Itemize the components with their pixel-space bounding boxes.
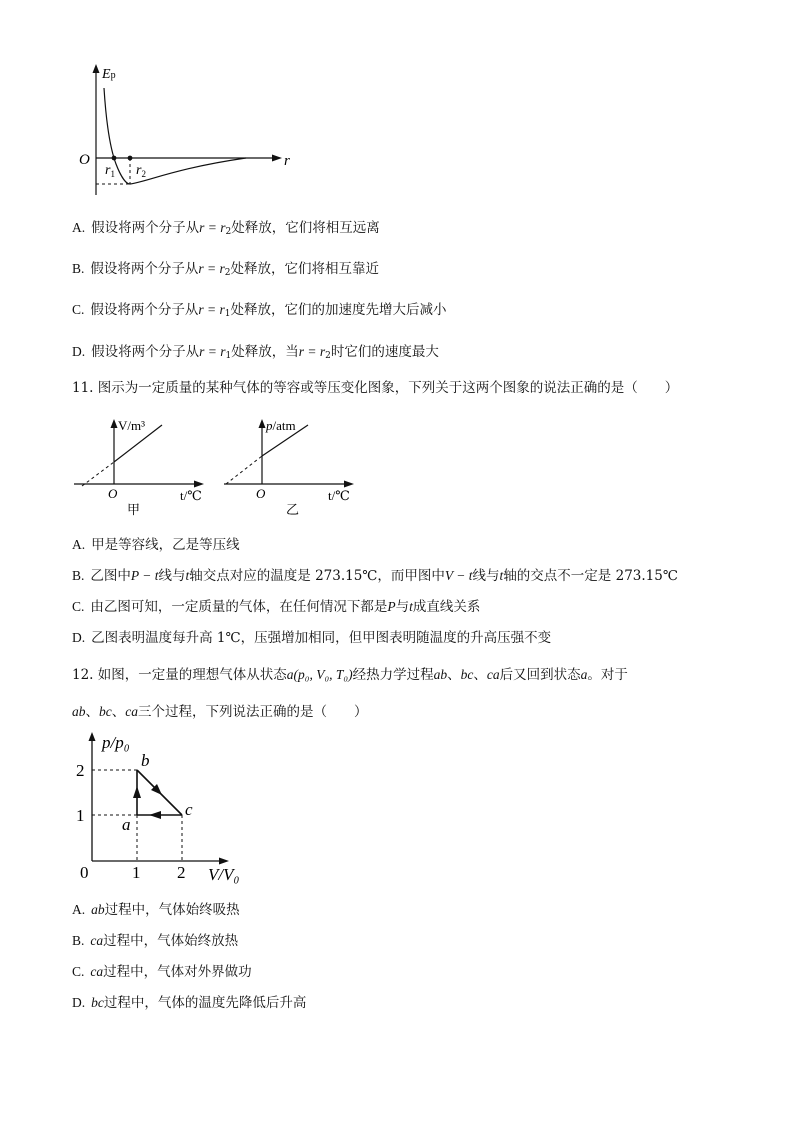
ep-r-figure [76,60,306,205]
q12-option-b[interactable]: B. ca过程中，气体始终放热 [72,933,239,949]
q11-option-d[interactable]: D. 乙图表明温度每升高 1℃，压强增加相同，但甲图表明随温度的升高压强不变 [72,630,552,646]
pv-y-arrow [89,732,96,741]
pv-x-label: V/V₀ [208,865,240,884]
q11-option-c[interactable]: C. 由乙图可知，一定质量的气体，在任何情况下都是P与t成直线关系 [72,599,481,615]
q12-option-a[interactable]: A. ab过程中，气体始终吸热 [72,902,240,918]
ep-y-label: Ep [102,67,116,82]
q11-option-a[interactable]: A. 甲是等容线，乙是等压线 [72,537,240,553]
pv-xtick-2: 2 [177,863,186,882]
fig-jia [70,410,220,520]
q11-option-b[interactable]: B. 乙图中P − t线与t轴交点对应的温度是 273.15℃，而甲图中V − t线与t轴的交点不一定是 273.15℃ [72,568,678,584]
q10-option-d[interactable]: D. 假设将两个分子从$r = r_1$处释放，当$r = r_2$时它们的速度最大 [72,344,439,361]
jia-caption: 甲 [127,502,141,517]
r1-dot [112,156,117,161]
point-b-label: b [141,751,150,770]
yi-y-arrow [259,419,266,428]
process-ab-arrow [133,786,141,798]
pv-x-arrow [219,858,229,865]
yi-y-label: p/atm [266,418,296,433]
yi-dashed-line [226,456,262,484]
ep-x-label: r [284,153,290,169]
yi-caption: 乙 [286,502,300,517]
q10-option-a[interactable]: A. 假设将两个分子从$r = r_2$处释放，它们将相互远离 [72,220,380,237]
point-a-label: a [122,815,131,834]
ep-curve [104,88,246,184]
jia-origin: O [108,486,118,501]
pv-ytick-2: 2 [76,761,85,780]
q12-stem-line1: 12. 如图，一定量的理想气体从状态a(p₀, V₀, T₀)经热力学过程ab、bc、ca后又回到状态a。对于 [72,667,628,683]
ep-y-arrow [93,64,100,73]
pv-ytick-1: 1 [76,806,85,825]
q10-option-b[interactable]: B. 假设将两个分子从$r = r_2$处释放，它们将相互靠近 [72,261,379,278]
yi-origin: O [256,486,266,501]
q12-option-c[interactable]: C. ca过程中，气体对外界做功 [72,964,252,980]
fig-yi [220,410,370,520]
q10-option-c[interactable]: C. 假设将两个分子从$r = r_1$处释放，它们的加速度先增大后减小 [72,302,447,319]
q11-stem: 11. 图示为一定质量的某种气体的等容或等压变化图象，下列关于这两个图象的说法正确的是（ ） [72,380,679,396]
jia-x-label: t/℃ [180,488,202,503]
q12-stem-line2: ab、bc、ca三个过程，下列说法正确的是（ ） [72,704,368,720]
point-c-label: c [185,800,193,819]
ep-x-arrow [272,155,282,162]
pv-xtick-1: 1 [132,863,141,882]
r2-dot [128,156,133,161]
jia-dashed-line [82,462,114,486]
ep-origin-label: O [79,152,90,168]
jia-y-label: V/m³ [118,418,146,433]
r1-label: $r_1$ [105,163,115,179]
jia-y-arrow [111,419,118,428]
yi-x-label: t/℃ [328,488,350,503]
r2-label: $r_2$ [136,163,146,179]
pv-y-label: p/p₀ [102,733,130,752]
jia-x-arrow [194,481,204,488]
yi-x-arrow [344,481,354,488]
q12-option-d[interactable]: D. bc过程中，气体的温度先降低后升高 [72,995,307,1011]
pv-origin: 0 [80,863,89,882]
process-ca-arrow [149,811,161,819]
pv-figure [72,728,262,888]
